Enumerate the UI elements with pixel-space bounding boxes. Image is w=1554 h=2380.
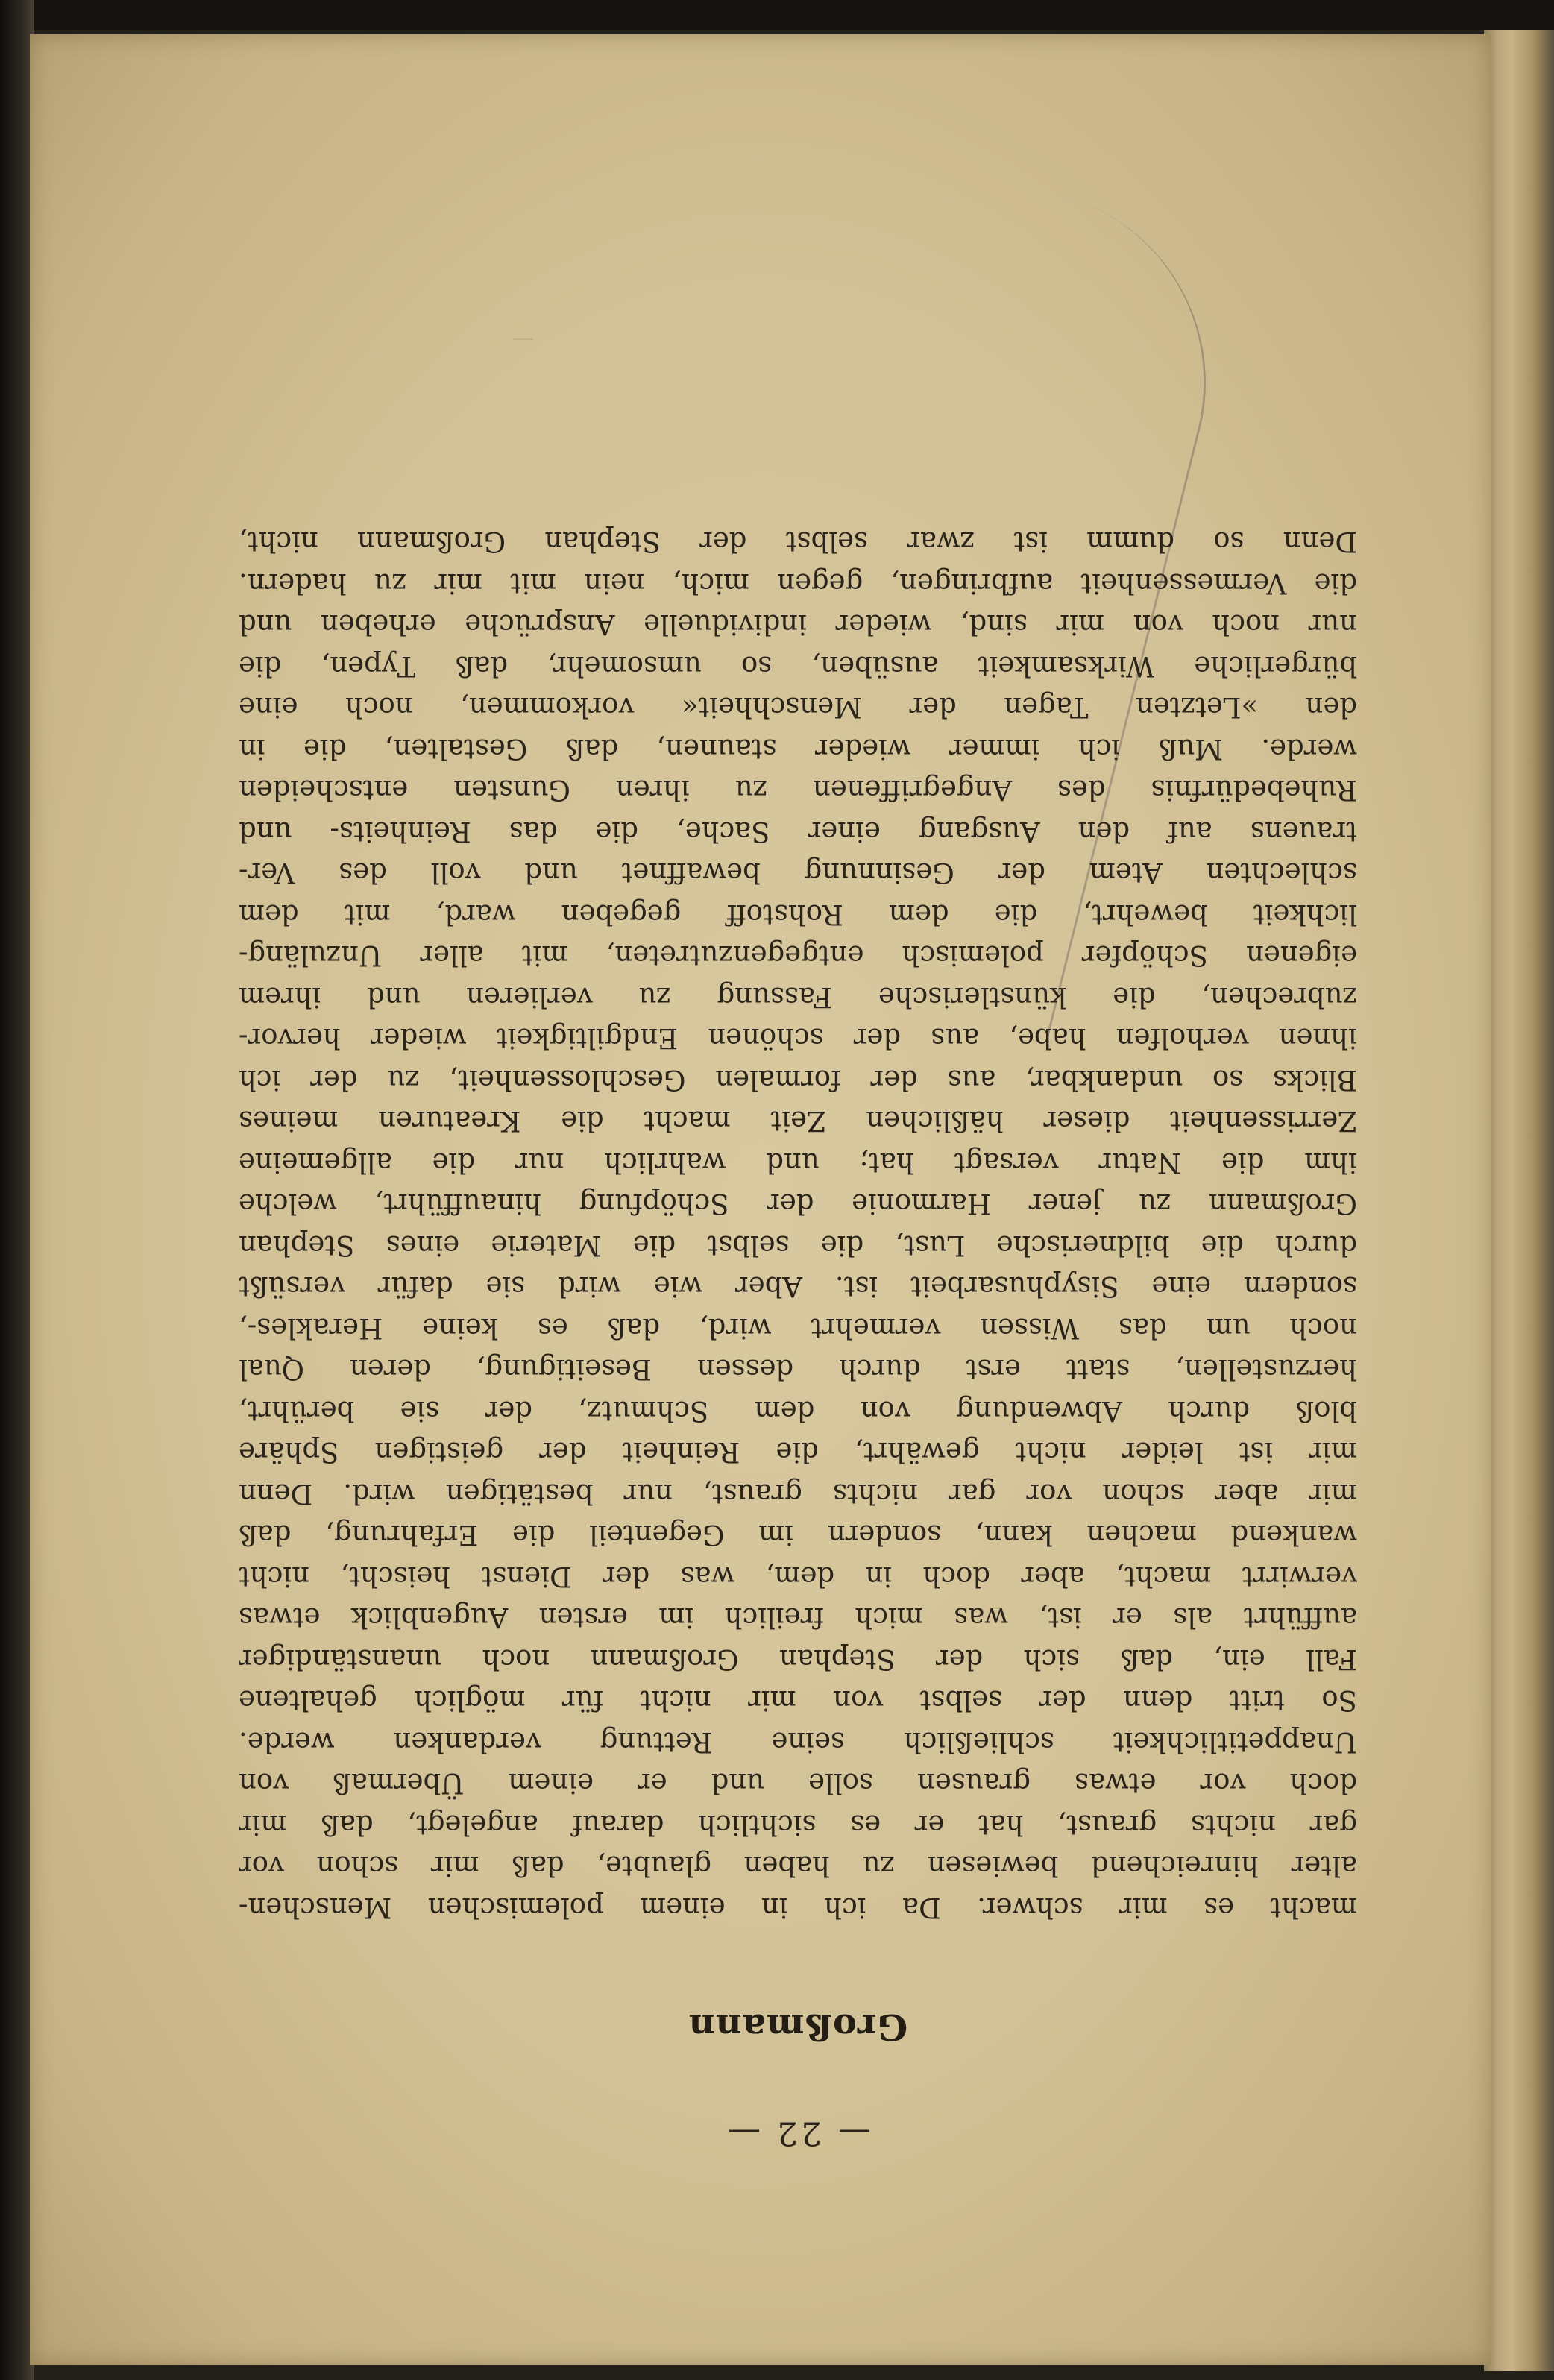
text-line: Blicks so undankbar, aus der formalen Geschlossenheit, zu der ich <box>239 1064 1357 1096</box>
text-line: die Vermessenheit aufbringen, gegen mich, nein mit mir zu hadern. <box>239 567 1357 599</box>
text-line: bloß durch Abwendung von dem Schmutz, der sie berührt, <box>239 1395 1357 1427</box>
text-line: mir ist leider nicht gewährt, die Reinheit der geistigen Sphäre <box>239 1436 1357 1469</box>
text-line: sondern eine Sisyphusarbeit ist. Aber wie wird sie dafür versüßt <box>239 1271 1357 1303</box>
text-line: gar nichts graust, hat er es sichtlich darauf angelegt, daß mir <box>239 1809 1357 1841</box>
page-number: — 22 — <box>725 2114 871 2152</box>
faint-stamp-mark: — <box>510 327 534 353</box>
text-line: noch um das Wissen vermehrt wird, daß es keine Herakles-, <box>239 1312 1357 1344</box>
text-line: So tritt denn der selbst von mir nicht für möglich gehaltene <box>239 1684 1357 1717</box>
text-line: ihm die Natur versagt hat; und wahrlich nur die allgemeine <box>239 1147 1357 1179</box>
book-page <box>30 34 1491 2365</box>
text-line: wankend machen kann, sondern im Gegenteil die Erfahrung, daß <box>239 1519 1357 1552</box>
text-line: trauens auf den Ausgang einer Sache, die das Reinheits- und <box>239 816 1357 848</box>
text-line: Großmann zu jener Harmonie der Schöpfung hinaufführt, welche <box>239 1188 1357 1221</box>
text-line: Zerrissenheit dieser häßlichen Zeit macht die Kreaturen meines <box>239 1105 1357 1138</box>
scan-top-edge <box>0 0 1554 30</box>
text-line: bürgerliche Wirksamkeit ausüben, so umsomehr, daß Typen, die <box>239 650 1357 682</box>
text-line: den »Letzten Tagen der Menschheit« vorkommen, noch eine <box>239 691 1357 724</box>
text-line: nur noch von mir sind, wieder individuelle Ansprüche erheben und <box>239 608 1357 641</box>
text-line: alter hinreichend bewiesen zu haben glaubte, daß mir schon vor <box>239 1850 1357 1883</box>
text-line: Fall ein, daß sich der Stephan Großmann noch unanständiger <box>239 1643 1357 1675</box>
text-line: eigenen Schöpfer polemisch entgegenzutreten, mit aller Unzuläng- <box>239 939 1357 972</box>
text-line: Denn so dumm ist zwar selbst der Stephan Großmann nicht, <box>239 526 1357 558</box>
text-line: doch vor etwas grausen solle und er einem Übermaß von <box>239 1767 1357 1800</box>
text-line: verwirrt macht, aber doch in dem, was der Dienst heischt, nicht <box>239 1561 1357 1593</box>
text-line: zubrechen, die künstlerische Fassung zu verlieren und ihrem <box>239 981 1357 1013</box>
text-line: durch die bildnerische Lust, die selbst die Materie eines Stephan <box>239 1230 1357 1262</box>
text-line: Ruhebedürfnis des Angegriffenen zu ihren Gunsten entscheiden <box>239 774 1357 807</box>
adjacent-page-edge <box>1484 30 1554 2371</box>
text-line: lichkeit bewehrt, die dem Rohstoff gegeben ward, mit dem <box>239 898 1357 931</box>
text-line: mir aber schon vor gar nichts graust, nur bestätigen wird. Denn <box>239 1478 1357 1510</box>
text-line: werde. Muß ich immer wieder staunen, daß Gestalten, die in <box>239 733 1357 765</box>
body-text <box>239 521 1357 1928</box>
text-line: ihnen verholfen habe, aus der schönen Endgiltigkeit wieder hervor- <box>239 1022 1357 1055</box>
text-line: herzustellen, statt erst durch dessen Beseitigung, deren Qual <box>239 1353 1357 1386</box>
text-line: macht es mir schwer. Da ich in einem polemischen Menschen- <box>239 1892 1357 1924</box>
page-title: Großmann <box>688 2006 908 2047</box>
text-line: aufführt als er ist, was mich freilich im ersten Augenblick etwas <box>239 1602 1357 1634</box>
text-line: schlechten Atem der Gesinnung bewaffnet und voll des Ver- <box>239 857 1357 890</box>
text-line: Unappetitlichkeit schließlich seine Rettung verdanken werde. <box>239 1726 1357 1758</box>
page-content-rotated <box>239 347 1357 2152</box>
